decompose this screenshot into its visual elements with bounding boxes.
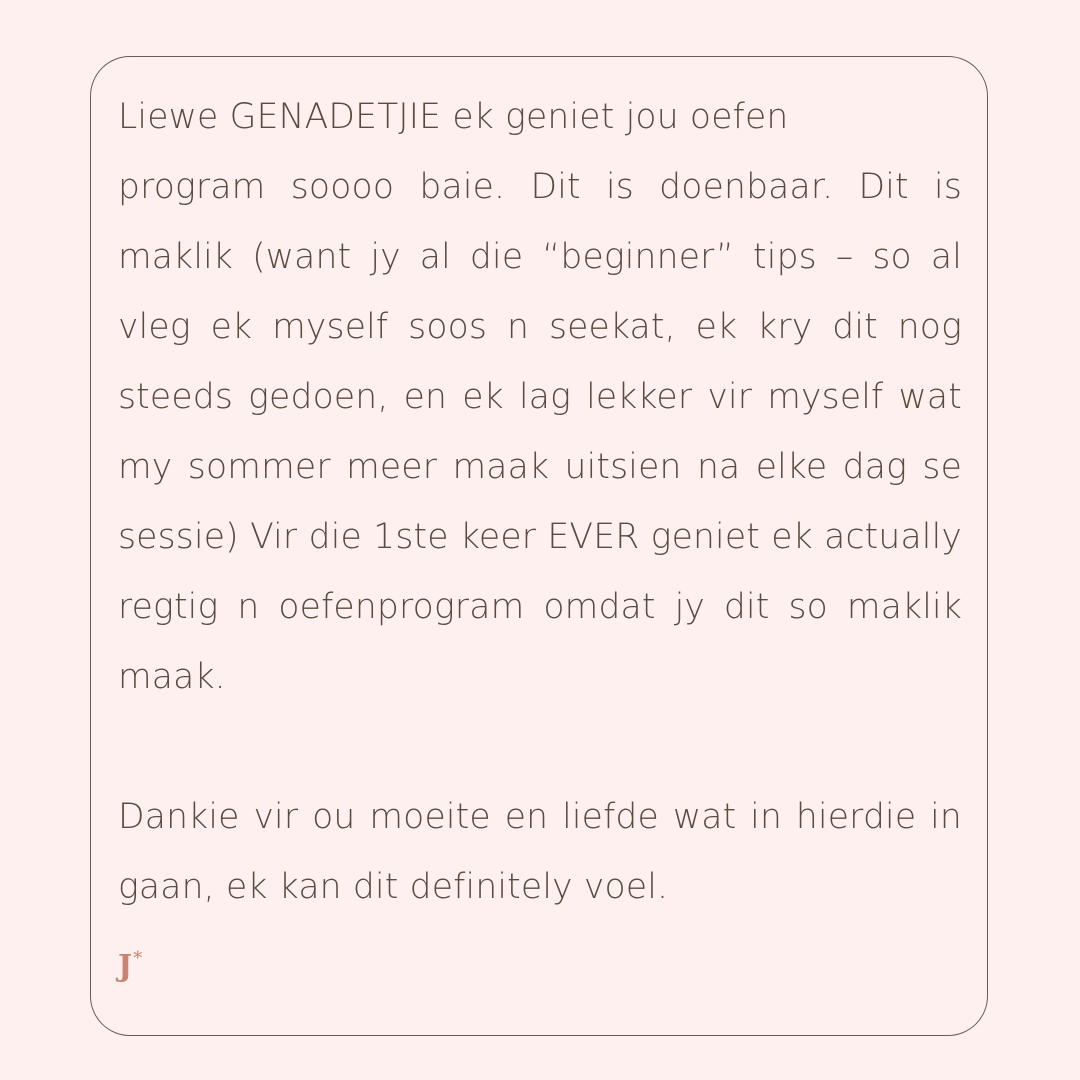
asterisk-icon: * xyxy=(133,948,143,969)
paragraph1-line: Liewe GENADETJIE ek geniet jou oefen xyxy=(118,97,789,137)
paragraph1-line: regtig n oefenprogram omdat jy dit so maklik xyxy=(118,587,962,627)
paragraph1-line: my sommer meer maak uitsien na elke dag se xyxy=(118,447,962,487)
testimonial-text xyxy=(118,82,962,922)
paragraph2-line: gaan, ek kan dit definitely voel. xyxy=(118,867,669,907)
paragraph-spacer xyxy=(118,712,962,782)
paragraph1-line: maklik (want jy al die “beginner” tips – so al xyxy=(118,237,962,277)
paragraph1-line: vleg ek myself soos n seekat, ek kry dit nog xyxy=(118,307,962,347)
brand-logo xyxy=(118,950,142,986)
paragraph1-line: maak. xyxy=(118,657,226,697)
logo-letter: J xyxy=(118,949,133,984)
paragraph1-line: sessie) Vir die 1ste keer EVER geniet ek actually xyxy=(118,517,962,557)
paragraph2-line: Dankie vir ou moeite en liefde wat in hierdie in xyxy=(118,797,962,837)
paragraph1-line: steeds gedoen, en ek lag lekker vir myself wat xyxy=(118,377,962,417)
paragraph1-line: program soooo baie. Dit is doenbaar. Dit is xyxy=(118,167,962,207)
